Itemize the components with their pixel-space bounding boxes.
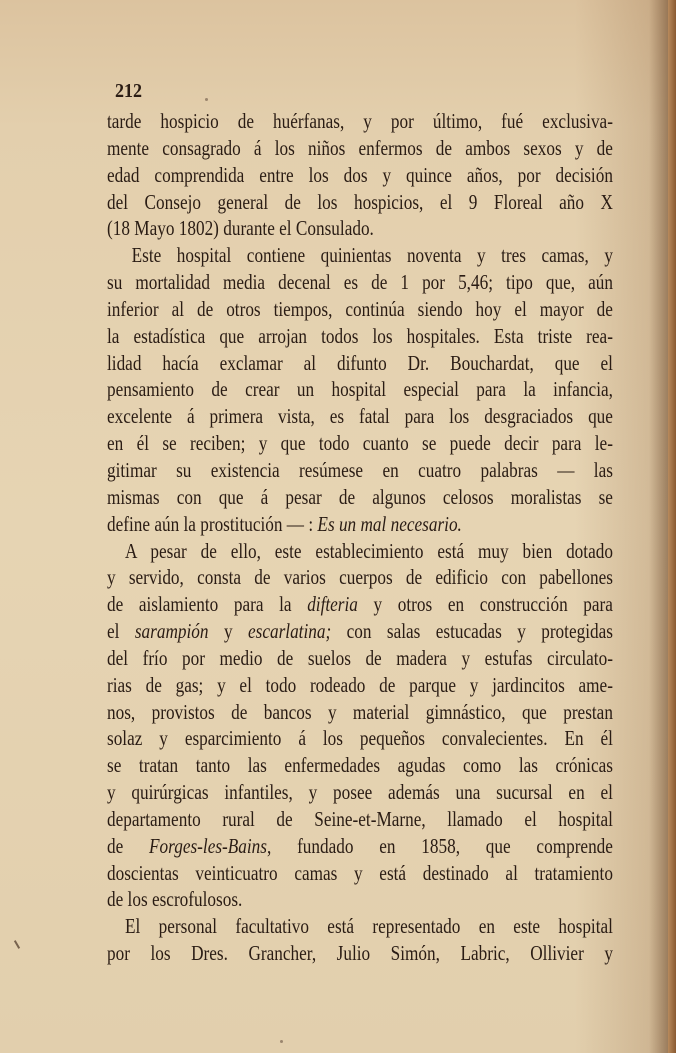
paragraph-first-line (107, 538, 613, 565)
text-line (107, 403, 613, 430)
text-segment: de (107, 833, 150, 858)
text-line (107, 833, 613, 860)
italic-text: difteria (307, 592, 358, 617)
body-text (107, 108, 613, 967)
text-line (107, 645, 613, 672)
text-segment: nos, provistos de bancos y material gimnástico, que prestan (107, 699, 613, 724)
text-line (107, 564, 613, 591)
text-line (107, 672, 613, 699)
text-segment: de aislamiento para la (107, 592, 308, 617)
text-segment: el (107, 619, 135, 644)
text-line (107, 376, 613, 403)
text-segment: edad comprendida entre los dos y quince años, por decisión (107, 162, 613, 187)
ink-speck (205, 98, 208, 101)
text-segment: Este hospital contiene quinientas noventa y tres camas, y (131, 243, 613, 268)
text-segment: lidad hacía exclamar al difunto Dr. Bouchardat, que el (107, 350, 613, 375)
text-line (107, 457, 613, 484)
stray-ink-mark (14, 940, 20, 949)
text-segment: rias de gas; y el todo rodeado de parque y jardincitos ame- (107, 672, 613, 697)
text-line (107, 162, 613, 189)
text-line (107, 511, 613, 538)
text-segment: y (208, 619, 248, 644)
text-line (107, 940, 613, 967)
italic-text: sarampión (134, 619, 209, 644)
text-line (107, 189, 613, 216)
text-segment: del frío por medio de suelos de madera y estufas circulato- (107, 645, 613, 670)
text-line (107, 215, 613, 242)
paragraph-first-line (107, 913, 613, 940)
text-segment: mismas con que á pesar de algunos celosos moralistas se (107, 484, 613, 509)
text-segment: y quirúrgicas infantiles, y posee además una sucursal en el (107, 780, 613, 805)
text-segment: por los Dres. Grancher, Julio Simón, Labric, Ollivier y (107, 941, 613, 966)
text-segment: pensamiento de crear un hospital especial para la infancia, (107, 377, 613, 402)
text-line (107, 591, 613, 618)
text-line (107, 430, 613, 457)
text-line (107, 269, 613, 296)
text-line (107, 618, 613, 645)
text-line (107, 296, 613, 323)
text-segment: del Consejo general de los hospicios, el 9 Floreal año X (107, 189, 613, 214)
text-segment: solaz y esparcimiento á los pequeños convalecientes. En él (107, 726, 613, 751)
text-segment: , fundado en 1858, que comprende (267, 833, 613, 858)
text-line (107, 886, 613, 913)
text-segment: El personal facultativo está representado en este hospital (125, 914, 613, 939)
text-line (107, 135, 613, 162)
ink-speck (280, 1040, 283, 1043)
text-segment: excelente á primera vista, es fatal para los desgraciados que (107, 404, 613, 429)
text-segment: y otros en construcción para (357, 592, 613, 617)
text-segment: gitimar su existencia resúmese en cuatro palabras — las (107, 457, 613, 482)
text-segment: con salas estucadas y protegidas (331, 619, 613, 644)
text-line (107, 752, 613, 779)
text-line (107, 725, 613, 752)
italic-text: escarlatina; (247, 619, 332, 644)
text-segment: inferior al de otros tiempos, continúa siendo hoy el mayor de (107, 296, 613, 321)
text-segment: de los escrofulosos. (107, 887, 243, 912)
text-segment: y servido, consta de varios cuerpos de edificio con pabellones (107, 565, 613, 590)
page-edge-shadow (668, 0, 676, 1053)
text-line (107, 484, 613, 511)
text-line (107, 350, 613, 377)
text-segment: se tratan tanto las enfermedades agudas como las crónicas (107, 753, 613, 778)
page-number: 212 (115, 80, 142, 102)
text-segment: departamento rural de Seine-et-Marne, llamado el hospital (107, 806, 613, 831)
text-line (107, 323, 613, 350)
text-segment: tarde hospicio de huérfanas, y por último, fué exclusiva- (107, 109, 613, 133)
text-line (107, 108, 613, 135)
text-segment: en él se reciben; y que todo cuanto se puede decir para le- (107, 431, 613, 456)
text-segment: su mortalidad media decenal es de 1 por 5,46; tipo que, aún (107, 270, 613, 295)
text-segment: doscientas veinticuatro camas y está destinado al tratamiento (107, 860, 613, 885)
text-line (107, 699, 613, 726)
text-segment: define aún la prostitución — : (107, 511, 318, 536)
text-segment: mente consagrado á los niños enfermos de ambos sexos y de (107, 135, 613, 160)
text-segment: la estadística que arrojan todos los hospitales. Esta triste rea- (107, 323, 613, 348)
italic-text: Forges-les-Bains (149, 833, 268, 858)
text-line (107, 806, 613, 833)
paragraph-first-line (107, 242, 613, 269)
text-segment: A pesar de ello, este establecimiento está muy bien dotado (125, 538, 613, 563)
text-segment: (18 Mayo 1802) durante el Consulado. (107, 216, 374, 241)
text-line (107, 860, 613, 887)
italic-text: Es un mal necesario. (317, 511, 462, 536)
text-line (107, 779, 613, 806)
